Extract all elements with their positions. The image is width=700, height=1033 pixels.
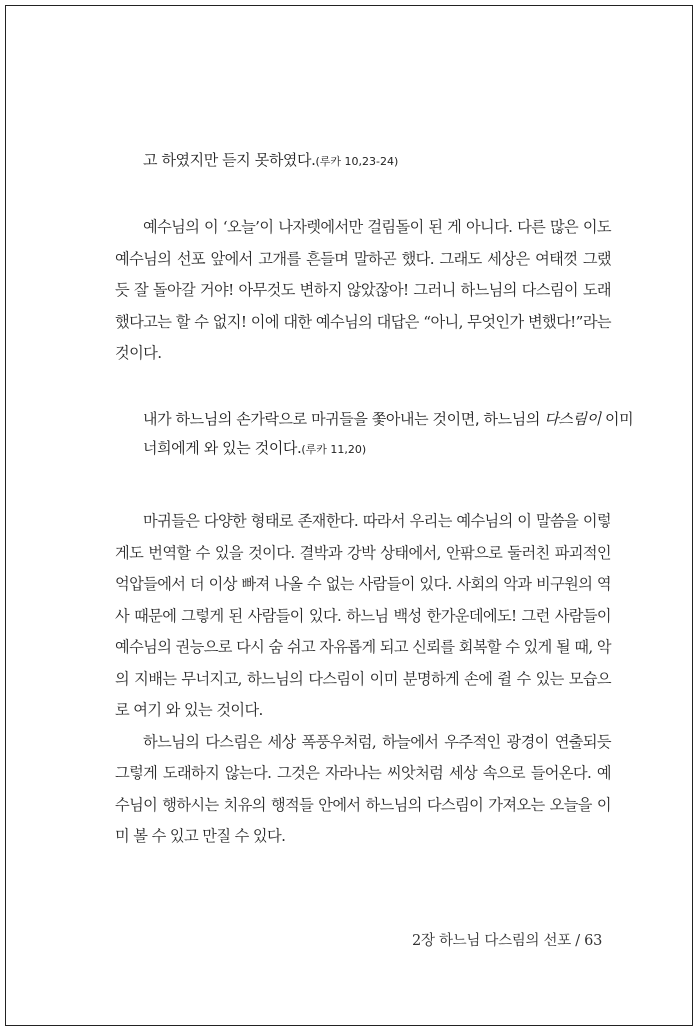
- quote-reference: (루카 10,23-24): [315, 155, 399, 168]
- page-footer: 2장 하느님 다스림의 선포 / 63: [412, 933, 602, 949]
- paragraph-2-3: [115, 506, 611, 853]
- quote-luke-11: [143, 405, 633, 464]
- paragraph-3: 하느님의 다스림은 세상 폭풍우처럼, 하늘에서 우주적인 광경이 연출되듯 그렇게 도래하지 않는다. 그것은 자라나는 씨앗처럼 세상 속으로 들어온다. 예수님이 행하시는 치유의 행적들 안에서 하느님의 다스림이 가져오는 오늘을 이미 볼 수 있고 만질 수 있다.: [115, 732, 611, 845]
- quote-reference: (루카 11,20): [301, 443, 367, 456]
- paragraph-2: 마귀들은 다양한 형태로 존재한다. 따라서 우리는 예수님의 이 말씀을 이렇게도 번역할 수 있을 것이다. 결박과 강박 상태에서, 안팎으로 둘러친 파괴적인 억압들에서 더 이상 빠져 나올 수 없는 사람들이 있다. 사회의 악과 비구원의 역사 때문에 그렇게 된 사람들이 있다. 하느님 백성 한가운데에도! 그런 사람들이 예수님의 권능으로 다시 숨 쉬고 자유롭게 되고 신뢰를 회복할 수 있게 될 때, 악의 지배는 무너지고, 하느님의 다스림이 이미 분명하게 손에 쥘 수 있는 모습으로 여기 와 있는 것이다.: [115, 512, 611, 719]
- quote-line-2-text: 너희에게 와 있는 것이다.: [143, 439, 302, 457]
- quote-luke-10: [143, 146, 398, 176]
- quote-line-2: [143, 434, 633, 464]
- quote-emphasis: 다스림이: [544, 410, 601, 428]
- paragraph-text: 예수님의 이 ‘오늘’이 나자렛에서만 걸림돌이 된 게 아니다. 다른 많은 이도 예수님의 선포 앞에서 고개를 흔들며 말하곤 했다. 그래도 세상은 여태껏 그랬듯 잘 돌아갈 거야! 아무것도 변하지 않았잖아! 그러니 하느님의 다스림이 도래했다고는 할 수 없지! 이에 대한 예수님의 대답은 “아니, 무엇인가 변했다!”라는 것이다.: [115, 218, 611, 362]
- quote-text: 고 하였지만 듣지 못하였다.: [143, 151, 316, 169]
- quote-line-1: [143, 405, 633, 434]
- quote-line-1-prefix: 내가 하느님의 손가락으로 마귀들을 쫓아내는 것이면, 하느님의: [143, 410, 545, 428]
- quote-line-1-suffix: 이미: [600, 410, 634, 428]
- paragraph-1: [115, 212, 611, 370]
